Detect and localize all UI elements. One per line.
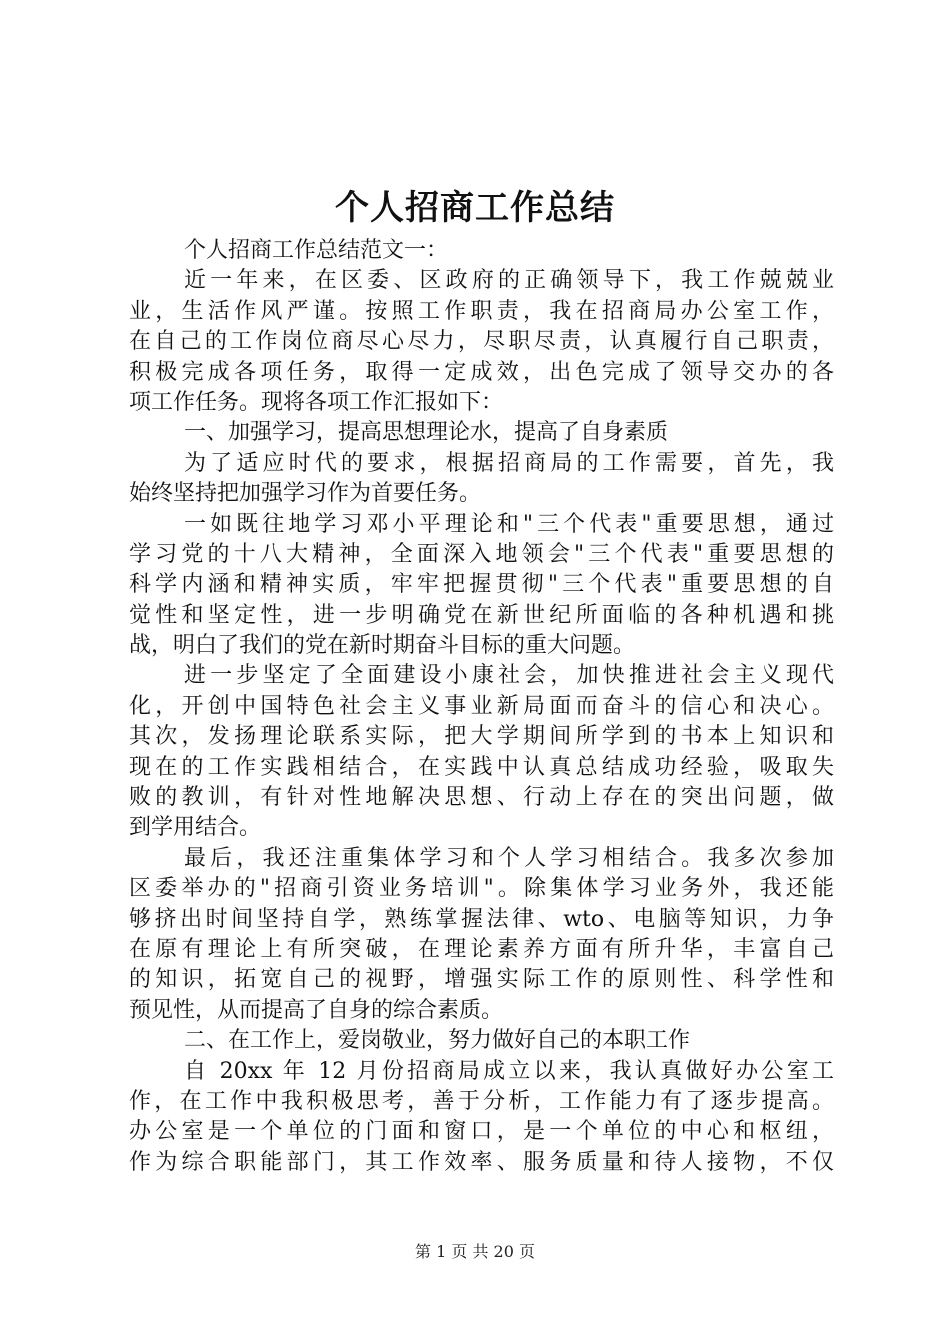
paragraph-line: 其次，发扬理论联系实际，把大学期间所学到的书本上知识和: [129, 724, 834, 750]
paragraph-line: 作为综合职能部门，其工作效率、服务质量和待人接物，不仅: [129, 1149, 834, 1175]
paragraph-line: 战，明白了我们的党在新时期奋斗目标的重大问题。: [129, 633, 636, 659]
paragraph-line: 觉性和坚定性，进一步明确党在新世纪所面临的各种机遇和挑: [129, 602, 834, 628]
paragraph-line: 业，生活作风严谨。按照工作职责，我在招商局办公室工作，: [129, 298, 834, 324]
paragraph-line: 一如既往地学习邓小平理论和"三个代表"重要思想，通过: [184, 511, 834, 537]
paragraph-line: 化，开创中国特色社会主义事业新局面而奋斗的信心和决心。: [129, 693, 834, 719]
paragraph-line: 科学内涵和精神实质，牢牢把握贯彻"三个代表"重要思想的自: [129, 572, 834, 598]
document-title: 个人招商工作总结: [335, 188, 615, 228]
paragraph-line: 在自己的工作岗位商尽心尽力，尽职尽责，认真履行自己职责，: [129, 329, 834, 355]
paragraph-line: 到学用结合。: [129, 815, 262, 841]
paragraph-line: 学习党的十八大精神，全面深入地领会"三个代表"重要思想的: [129, 541, 834, 567]
paragraph-line: 自 20xx 年 12 月份招商局成立以来，我认真做好办公室工: [184, 1058, 834, 1084]
paragraph-line: 积极完成各项任务，取得一定成效，出色完成了领导交办的各: [129, 359, 834, 385]
paragraph-line: 现在的工作实践相结合，在实践中认真总结成功经验，吸取失: [129, 754, 834, 780]
paragraph-line: 项工作任务。现将各项工作汇报如下：: [129, 389, 504, 415]
paragraph-line: 为了适应时代的要求，根据招商局的工作需要，首先，我: [184, 450, 834, 476]
paragraph-line: 进一步坚定了全面建设小康社会，加快推进社会主义现代: [184, 663, 834, 689]
paragraph-line: 在原有理论上有所突破，在理论素养方面有所升华，丰富自己: [129, 936, 834, 962]
section-heading-line: 一、加强学习，提高思想理论水，提高了自身素质: [184, 420, 669, 446]
paragraph-line: 近一年来，在区委、区政府的正确领导下，我工作兢兢业: [184, 268, 834, 294]
section-heading-line: 二、在工作上，爱岗敬业，努力做好自己的本职工作: [184, 1028, 691, 1054]
paragraph-line: 始终坚持把加强学习作为首要任务。: [129, 481, 482, 507]
paragraph-line: 个人招商工作总结范文一：: [184, 238, 449, 263]
paragraph-line: 预见性，从而提高了自身的综合素质。: [129, 997, 504, 1023]
paragraph-line: 区委举办的"招商引资业务培训"。除集体学习业务外，我还能: [129, 876, 834, 902]
paragraph-line: 够挤出时间坚持自学，熟练掌握法律、wto、电脑等知识，力争: [129, 906, 834, 932]
document-body: [129, 236, 834, 1178]
paragraph-line: 作，在工作中我积极思考，善于分析，工作能力有了逐步提高。: [129, 1088, 834, 1114]
paragraph-line: 最后，我还注重集体学习和个人学习相结合。我多次参加: [184, 845, 834, 871]
paragraph-line: 办公室是一个单位的门面和窗口，是一个单位的中心和枢纽，: [129, 1119, 834, 1145]
paragraph-line: 败的教训，有针对性地解决思想、行动上存在的突出问题，做: [129, 785, 834, 811]
page-number-footer: 第 1 页 共 20 页: [415, 1242, 535, 1261]
paragraph-line: 的知识，拓宽自己的视野，增强实际工作的原则性、科学性和: [129, 967, 834, 993]
